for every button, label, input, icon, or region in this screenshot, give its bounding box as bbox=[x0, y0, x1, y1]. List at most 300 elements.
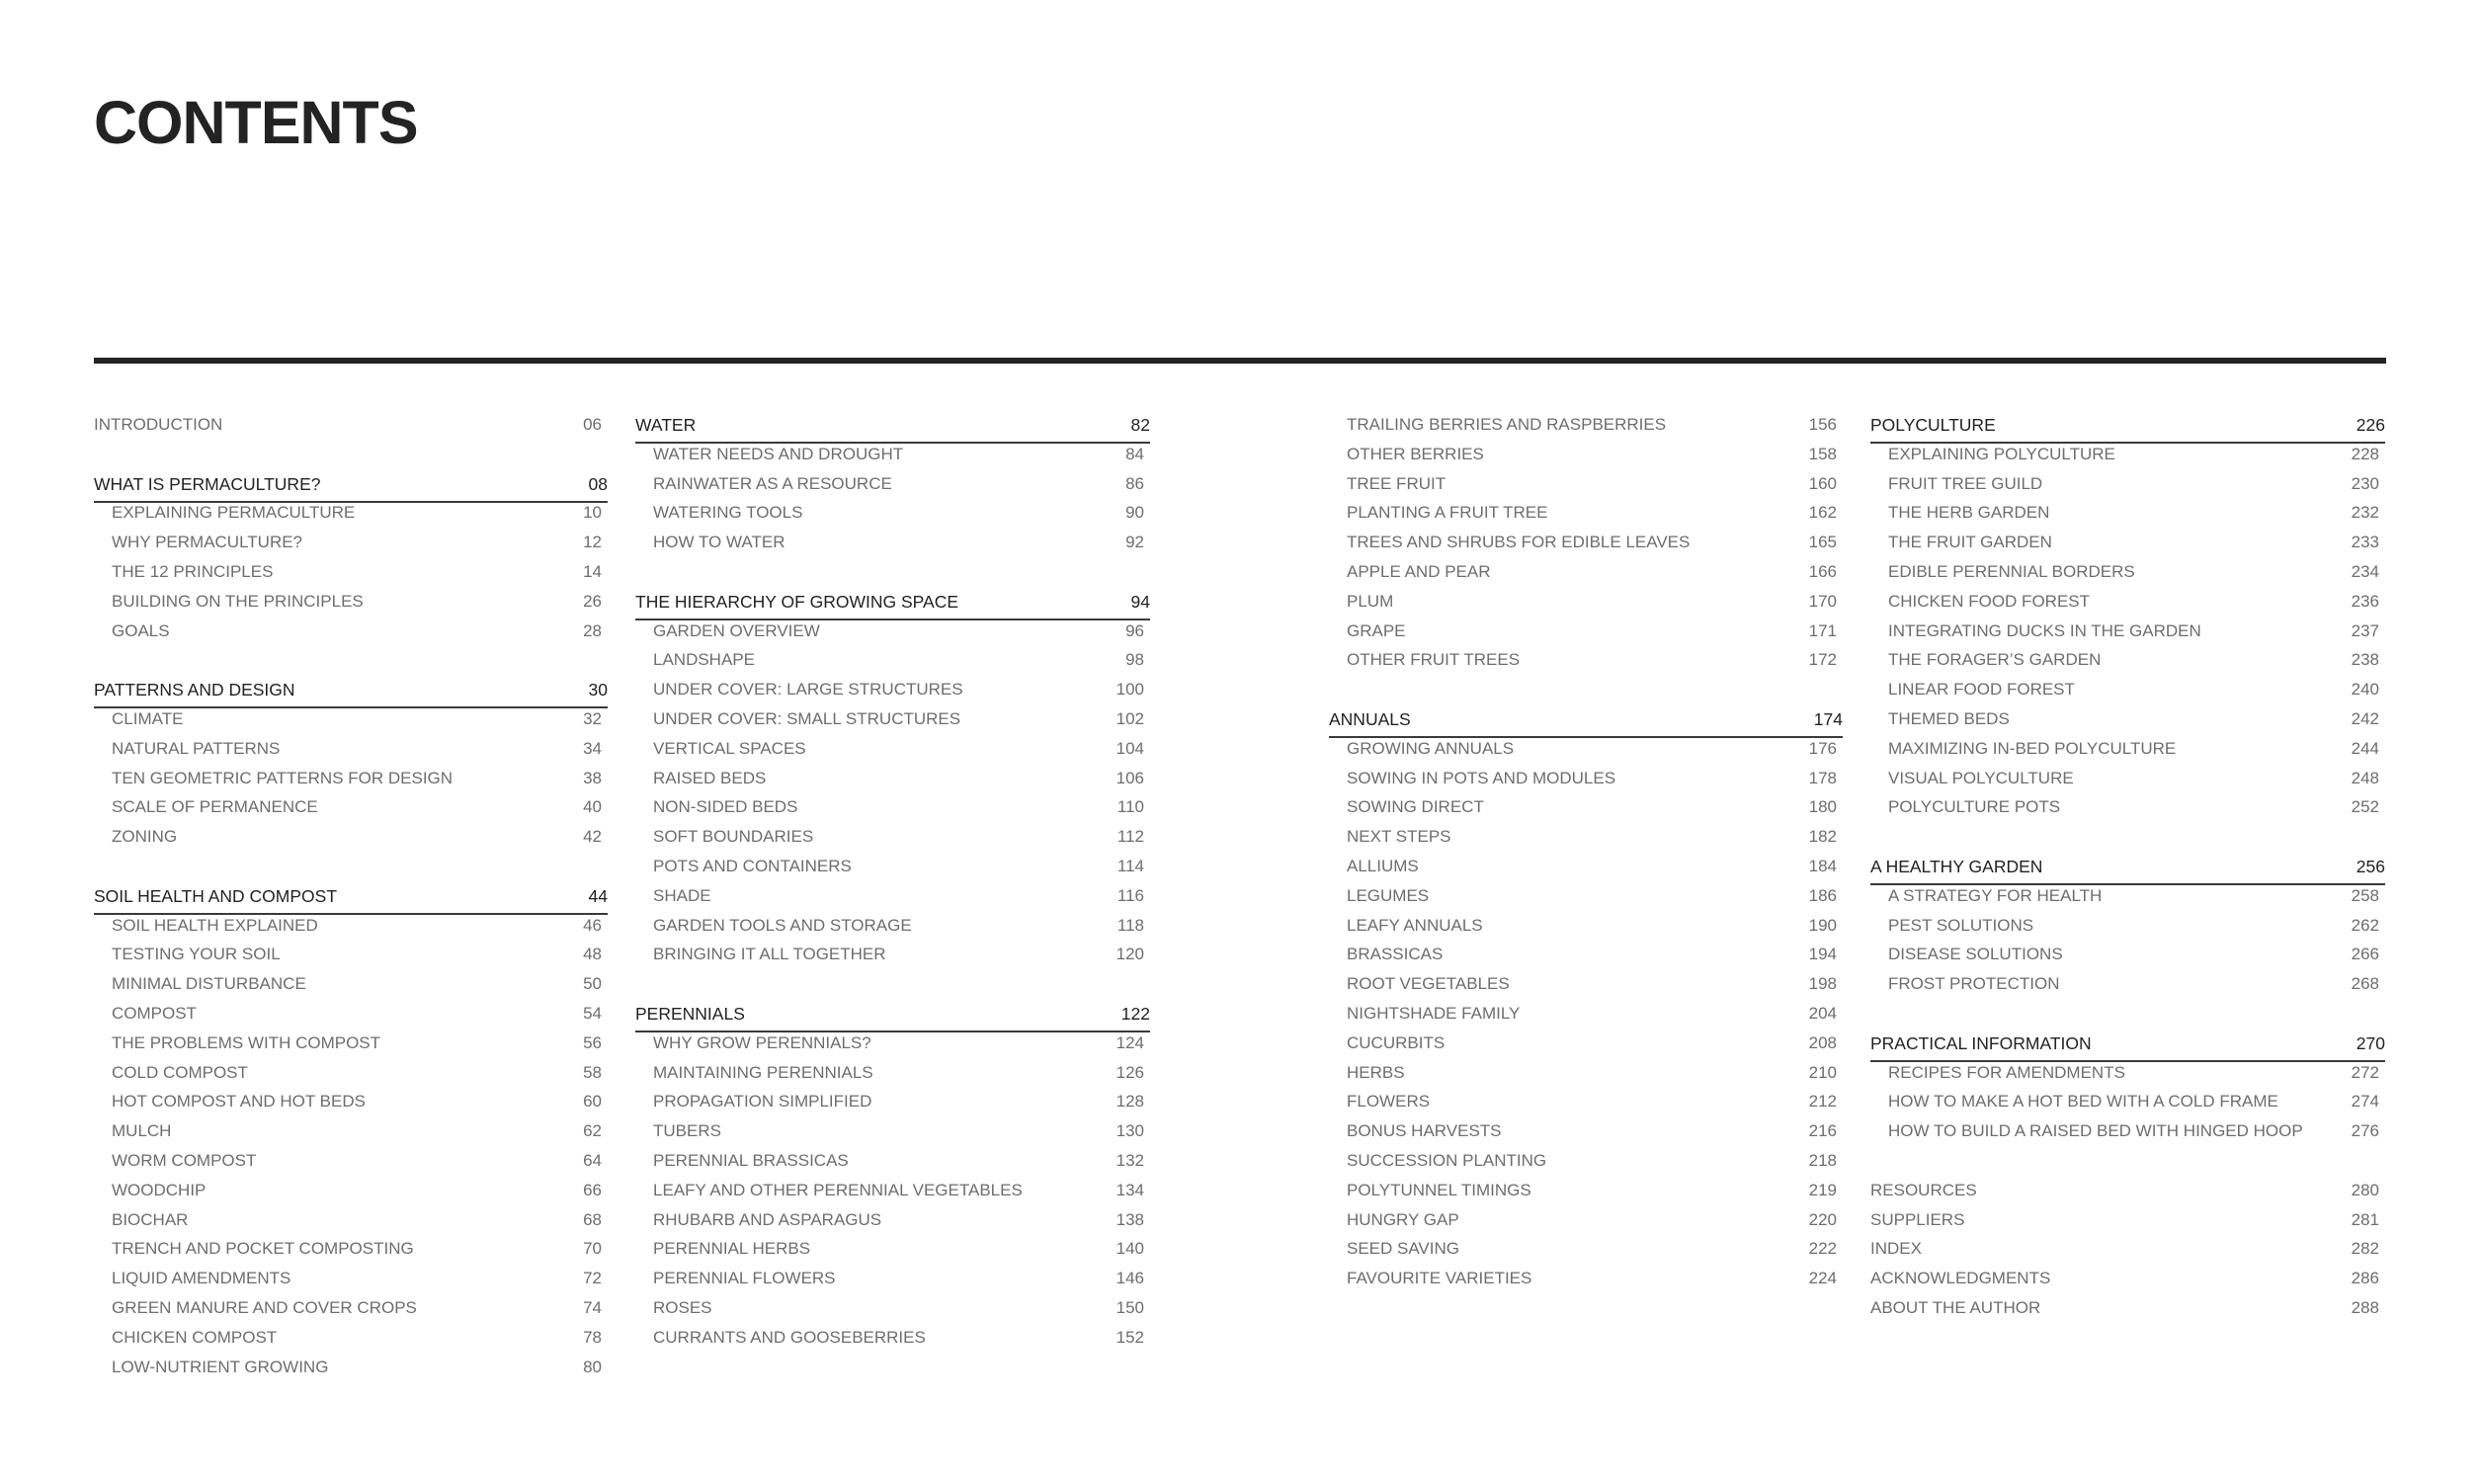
toc-entry bbox=[635, 1234, 1150, 1264]
page-number: 162 bbox=[1808, 503, 1837, 523]
entry-title: ACKNOWLEDGMENTS bbox=[1870, 1269, 2051, 1288]
toc-entry bbox=[1329, 999, 1843, 1029]
entry-title: DISEASE SOLUTIONS bbox=[1888, 945, 2063, 964]
entry-title: APPLE AND PEAR bbox=[1347, 562, 1491, 581]
entry-title: RECIPES FOR AMENDMENTS bbox=[1888, 1062, 2125, 1082]
entry-title: HERBS bbox=[1347, 1062, 1405, 1082]
entry-title: LIQUID AMENDMENTS bbox=[112, 1269, 291, 1288]
entry-title: ABOUT THE AUTHOR bbox=[1870, 1298, 2041, 1317]
page-number: 258 bbox=[2351, 885, 2379, 905]
entry-title: PERENNIAL BRASSICAS bbox=[653, 1151, 849, 1170]
page-number: 180 bbox=[1808, 797, 1837, 817]
toc-entry bbox=[1329, 792, 1843, 822]
page-number: 140 bbox=[1116, 1239, 1144, 1259]
page-number: 26 bbox=[583, 591, 602, 611]
entry-title: WOODCHIP bbox=[112, 1180, 207, 1199]
section-title: ANNUALS bbox=[1329, 709, 1411, 729]
entry-title: BONUS HARVESTS bbox=[1347, 1121, 1502, 1141]
entry-title: NON-SIDED BEDS bbox=[653, 797, 798, 817]
entry-title: POLYCULTURE POTS bbox=[1888, 797, 2061, 817]
page-number: 130 bbox=[1116, 1121, 1144, 1141]
page-number: 228 bbox=[2351, 444, 2379, 463]
toc-entry bbox=[1870, 734, 2385, 764]
page-number: 92 bbox=[1125, 533, 1144, 552]
page-number: 186 bbox=[1808, 885, 1837, 905]
entry-title: INDEX bbox=[1870, 1239, 1922, 1259]
page-number: 124 bbox=[1116, 1032, 1144, 1052]
page-number: 244 bbox=[2351, 738, 2379, 758]
entry-title: OTHER BERRIES bbox=[1347, 444, 1484, 463]
page-number: 90 bbox=[1125, 503, 1144, 523]
page-number: 30 bbox=[588, 680, 608, 701]
page-number: 106 bbox=[1116, 768, 1144, 787]
toc-entry bbox=[1870, 704, 2385, 734]
entry-title: WHY PERMACULTURE? bbox=[112, 533, 303, 552]
toc-entry bbox=[635, 1264, 1150, 1293]
entry-title: OTHER FRUIT TREES bbox=[1347, 650, 1521, 670]
toc-entry bbox=[635, 440, 1150, 469]
entry-title: SEED SAVING bbox=[1347, 1239, 1459, 1259]
page-number: 28 bbox=[583, 620, 602, 640]
page-number: 198 bbox=[1808, 974, 1837, 994]
page-number: 42 bbox=[583, 827, 602, 847]
page-number: 184 bbox=[1808, 857, 1837, 875]
entry-title: RHUBARB AND ASPARAGUS bbox=[653, 1209, 882, 1229]
toc-entry bbox=[1329, 469, 1843, 499]
entry-title: HUNGRY GAP bbox=[1347, 1209, 1459, 1229]
toc-entry bbox=[1870, 557, 2385, 587]
page-number: 80 bbox=[583, 1357, 602, 1376]
toc-entry bbox=[1870, 1264, 2385, 1293]
section-title: A HEALTHY GARDEN bbox=[1870, 857, 2043, 876]
toc-entry bbox=[1870, 911, 2385, 941]
entry-title: EXPLAINING POLYCULTURE bbox=[1888, 444, 2115, 463]
entry-title: GOALS bbox=[112, 620, 170, 640]
toc-entry bbox=[1329, 498, 1843, 528]
entry-title: SCALE OF PERMANENCE bbox=[112, 797, 318, 817]
entry-title: INTEGRATING DUCKS IN THE GARDEN bbox=[1888, 620, 2201, 640]
toc-entry bbox=[635, 1087, 1150, 1116]
toc-entry bbox=[94, 792, 608, 822]
entry-title: PROPAGATION SIMPLIFIED bbox=[653, 1092, 872, 1112]
entry-title: THE FORAGER’S GARDEN bbox=[1888, 650, 2102, 670]
page-number: 62 bbox=[583, 1121, 602, 1141]
toc-section-heading bbox=[1329, 704, 1843, 734]
entry-title: ROOT VEGETABLES bbox=[1347, 974, 1510, 994]
page-number: 220 bbox=[1808, 1209, 1837, 1229]
toc-entry bbox=[1329, 940, 1843, 969]
toc-entry bbox=[94, 1087, 608, 1116]
toc-section-heading bbox=[94, 675, 608, 704]
toc-entry bbox=[635, 1116, 1150, 1146]
entry-title: PLUM bbox=[1347, 591, 1394, 611]
page-number: 46 bbox=[583, 915, 602, 935]
page-number: 50 bbox=[583, 974, 602, 994]
toc-entry bbox=[1329, 587, 1843, 617]
page-number: 286 bbox=[2351, 1269, 2379, 1288]
toc-entry bbox=[1870, 764, 2385, 793]
page-number: 64 bbox=[583, 1151, 602, 1170]
toc-entry bbox=[94, 498, 608, 528]
page-number: 150 bbox=[1116, 1298, 1144, 1317]
entry-title: PLANTING A FRUIT TREE bbox=[1347, 503, 1548, 523]
toc-entry bbox=[1870, 969, 2385, 999]
toc-entry bbox=[1329, 911, 1843, 941]
page-number: 208 bbox=[1808, 1032, 1837, 1052]
page-number: 66 bbox=[583, 1180, 602, 1199]
entry-title: HOT COMPOST AND HOT BEDS bbox=[112, 1092, 366, 1112]
page-number: 171 bbox=[1808, 620, 1837, 640]
page-number: 266 bbox=[2351, 945, 2379, 964]
entry-title: WATER NEEDS AND DROUGHT bbox=[653, 444, 904, 463]
page-number: 100 bbox=[1116, 680, 1144, 700]
page-number: 116 bbox=[1116, 885, 1144, 905]
entry-title: GARDEN TOOLS AND STORAGE bbox=[653, 915, 912, 935]
entry-title: CURRANTS AND GOOSEBERRIES bbox=[653, 1327, 926, 1347]
toc-section-heading bbox=[94, 469, 608, 499]
toc-entry bbox=[1329, 1116, 1843, 1146]
entry-title: SOWING IN POTS AND MODULES bbox=[1347, 768, 1616, 787]
page-number: 280 bbox=[2351, 1180, 2379, 1199]
toc-entry bbox=[1870, 528, 2385, 557]
page-number: 10 bbox=[583, 503, 602, 523]
entry-title: LOW-NUTRIENT GROWING bbox=[112, 1357, 329, 1376]
entry-title: THE HERB GARDEN bbox=[1888, 503, 2050, 523]
toc-entry bbox=[1870, 1205, 2385, 1235]
toc-entry bbox=[94, 557, 608, 587]
entry-title: SOFT BOUNDARIES bbox=[653, 827, 814, 847]
entry-title: SOWING DIRECT bbox=[1347, 797, 1484, 817]
entry-title: SOIL HEALTH EXPLAINED bbox=[112, 915, 318, 935]
toc-entry bbox=[635, 1323, 1150, 1353]
entry-title: GRAPE bbox=[1347, 620, 1406, 640]
entry-title: ZONING bbox=[112, 827, 178, 847]
toc-entry bbox=[1329, 1058, 1843, 1088]
entry-title: LEAFY AND OTHER PERENNIAL VEGETABLES bbox=[653, 1180, 1023, 1199]
entry-title: THE PROBLEMS WITH COMPOST bbox=[112, 1032, 381, 1052]
toc-entry bbox=[1329, 764, 1843, 793]
entry-title: CLIMATE bbox=[112, 709, 184, 728]
entry-title: FLOWERS bbox=[1347, 1092, 1431, 1112]
page-number: 54 bbox=[583, 1004, 602, 1023]
toc-entry bbox=[1870, 792, 2385, 822]
entry-title: LINEAR FOOD FOREST bbox=[1888, 680, 2075, 700]
toc-entry bbox=[635, 940, 1150, 969]
page-number: 102 bbox=[1116, 709, 1144, 728]
toc-entry bbox=[1870, 1087, 2385, 1116]
page-number: 210 bbox=[1808, 1062, 1837, 1082]
section-title: WATER bbox=[635, 415, 697, 435]
toc-section-heading bbox=[1870, 410, 2385, 440]
page-number: 224 bbox=[1808, 1269, 1837, 1288]
toc-entry bbox=[1870, 1176, 2385, 1205]
entry-title: ROSES bbox=[653, 1298, 712, 1317]
toc-section-heading bbox=[1870, 1029, 2385, 1058]
toc-entry bbox=[635, 528, 1150, 557]
toc-entry bbox=[94, 617, 608, 646]
section-title: PERENNIALS bbox=[635, 1004, 745, 1024]
toc-entry bbox=[94, 1323, 608, 1353]
entry-title: TREE FRUIT bbox=[1347, 473, 1447, 493]
page-number: 34 bbox=[583, 738, 602, 758]
page-number: 156 bbox=[1808, 415, 1837, 434]
entry-title: TREES AND SHRUBS FOR EDIBLE LEAVES bbox=[1347, 533, 1691, 552]
toc-entry bbox=[635, 1029, 1150, 1058]
page-number: 194 bbox=[1808, 945, 1837, 964]
entry-title: POTS AND CONTAINERS bbox=[653, 857, 852, 875]
section-title: THE HIERARCHY OF GROWING SPACE bbox=[635, 591, 959, 612]
toc-entry bbox=[94, 1264, 608, 1293]
entry-title: THE 12 PRINCIPLES bbox=[112, 562, 274, 581]
page-number: 72 bbox=[583, 1269, 602, 1288]
toc-entry bbox=[1870, 645, 2385, 675]
toc-entry bbox=[635, 1293, 1150, 1323]
page-number: 32 bbox=[583, 709, 602, 728]
page-number: 110 bbox=[1116, 797, 1144, 817]
page-number: 238 bbox=[2351, 650, 2379, 670]
page-number: 218 bbox=[1808, 1151, 1837, 1170]
page-number: 165 bbox=[1808, 533, 1837, 552]
page-number: 240 bbox=[2351, 680, 2379, 700]
toc-entry bbox=[94, 911, 608, 941]
toc-entry bbox=[1329, 1205, 1843, 1235]
toc-entry bbox=[635, 852, 1150, 881]
entry-title: BRINGING IT ALL TOGETHER bbox=[653, 945, 886, 964]
toc-entry bbox=[635, 1146, 1150, 1176]
page-number: 190 bbox=[1808, 915, 1837, 935]
page-number: 237 bbox=[2351, 620, 2379, 640]
toc-entry bbox=[94, 1293, 608, 1323]
entry-title: WORM COMPOST bbox=[112, 1151, 257, 1170]
entry-title: BUILDING ON THE PRINCIPLES bbox=[112, 591, 364, 611]
entry-title: MAXIMIZING IN-BED POLYCULTURE bbox=[1888, 738, 2177, 758]
page-number: 38 bbox=[583, 768, 602, 787]
page-number: 242 bbox=[2351, 709, 2379, 728]
entry-title: A STRATEGY FOR HEALTH bbox=[1888, 885, 2103, 905]
entry-title: NIGHTSHADE FAMILY bbox=[1347, 1004, 1521, 1023]
entry-title: HOW TO BUILD A RAISED BED WITH HINGED HOOP bbox=[1888, 1121, 2303, 1141]
entry-title: TRENCH AND POCKET COMPOSTING bbox=[112, 1239, 414, 1259]
page-number: 268 bbox=[2351, 974, 2379, 994]
entry-title: NATURAL PATTERNS bbox=[112, 738, 281, 758]
page-number: 134 bbox=[1116, 1180, 1144, 1199]
page-number: 212 bbox=[1808, 1092, 1837, 1112]
toc-entry bbox=[1870, 498, 2385, 528]
toc-entry bbox=[1870, 1234, 2385, 1264]
entry-title: THE FRUIT GARDEN bbox=[1888, 533, 2052, 552]
toc-entry bbox=[1329, 410, 1843, 440]
toc-entry bbox=[635, 675, 1150, 704]
entry-title: BIOCHAR bbox=[112, 1209, 189, 1229]
toc-entry bbox=[1329, 822, 1843, 852]
toc-entry bbox=[1329, 1029, 1843, 1058]
toc-entry bbox=[1329, 969, 1843, 999]
entry-title: RESOURCES bbox=[1870, 1180, 1977, 1199]
entry-title: THEMED BEDS bbox=[1888, 709, 2010, 728]
toc-entry bbox=[94, 822, 608, 852]
entry-title: EDIBLE PERENNIAL BORDERS bbox=[1888, 562, 2135, 581]
page-number: 146 bbox=[1116, 1269, 1144, 1288]
page-number: 226 bbox=[2356, 415, 2385, 435]
page-number: 84 bbox=[1125, 444, 1144, 463]
toc-entry bbox=[1329, 881, 1843, 911]
page-number: 276 bbox=[2351, 1121, 2379, 1141]
page-number: 98 bbox=[1125, 650, 1144, 670]
page-number: 281 bbox=[2351, 1209, 2379, 1229]
page-number: 288 bbox=[2351, 1298, 2379, 1317]
toc-section-heading bbox=[635, 410, 1150, 440]
page-number: 252 bbox=[2351, 797, 2379, 817]
section-title: POLYCULTURE bbox=[1870, 415, 1996, 435]
toc-entry bbox=[635, 498, 1150, 528]
toc-entry bbox=[94, 528, 608, 557]
page-number: 120 bbox=[1116, 945, 1144, 964]
toc-entry bbox=[635, 617, 1150, 646]
page-number: 219 bbox=[1808, 1180, 1837, 1199]
page-number: 94 bbox=[1130, 591, 1150, 612]
toc-entry bbox=[1329, 528, 1843, 557]
page-number: 166 bbox=[1808, 562, 1837, 581]
entry-title: FROST PROTECTION bbox=[1888, 974, 2060, 994]
page-number: 08 bbox=[588, 473, 608, 494]
entry-title: VISUAL POLYCULTURE bbox=[1888, 768, 2074, 787]
toc-entry bbox=[94, 1205, 608, 1235]
entry-title: VERTICAL SPACES bbox=[653, 738, 806, 758]
section-title: PRACTICAL INFORMATION bbox=[1870, 1032, 2092, 1053]
entry-title: SUPPLIERS bbox=[1870, 1209, 1965, 1229]
entry-title: FRUIT TREE GUILD bbox=[1888, 473, 2043, 493]
entry-title: TESTING YOUR SOIL bbox=[112, 945, 281, 964]
toc-entry bbox=[635, 1205, 1150, 1235]
toc-section-heading bbox=[635, 999, 1150, 1029]
page-number: 230 bbox=[2351, 473, 2379, 493]
toc-entry bbox=[94, 704, 608, 734]
entry-title: PEST SOLUTIONS bbox=[1888, 915, 2034, 935]
toc-entry bbox=[94, 587, 608, 617]
page-number: 14 bbox=[583, 562, 602, 581]
toc-entry bbox=[635, 822, 1150, 852]
toc-entry bbox=[1870, 675, 2385, 704]
page-number: 232 bbox=[2351, 503, 2379, 523]
entry-title: RAISED BEDS bbox=[653, 768, 767, 787]
entry-title: FAVOURITE VARIETIES bbox=[1347, 1269, 1532, 1288]
toc-entry bbox=[94, 1029, 608, 1058]
toc-entry bbox=[94, 999, 608, 1029]
toc-section-heading bbox=[1870, 852, 2385, 881]
entry-title: NEXT STEPS bbox=[1347, 827, 1451, 847]
toc-entry bbox=[1870, 1058, 2385, 1088]
page-number: 272 bbox=[2351, 1062, 2379, 1082]
entry-title: COMPOST bbox=[112, 1004, 197, 1023]
entry-title: POLYTUNNEL TIMINGS bbox=[1347, 1180, 1531, 1199]
toc-entry bbox=[1329, 1176, 1843, 1205]
toc-entry bbox=[1870, 617, 2385, 646]
page-number: 118 bbox=[1116, 915, 1144, 935]
entry-title: RAINWATER AS A RESOURCE bbox=[653, 473, 892, 493]
page-number: 282 bbox=[2351, 1239, 2379, 1259]
toc-entry bbox=[94, 1116, 608, 1146]
page-number: 86 bbox=[1125, 473, 1144, 493]
toc-entry bbox=[1329, 1146, 1843, 1176]
entry-title: BRASSICAS bbox=[1347, 945, 1444, 964]
entry-title: PERENNIAL HERBS bbox=[653, 1239, 811, 1259]
toc-entry bbox=[1329, 557, 1843, 587]
page-number: 122 bbox=[1120, 1004, 1150, 1024]
page-number: 274 bbox=[2351, 1092, 2379, 1112]
toc-entry bbox=[94, 764, 608, 793]
toc-entry bbox=[94, 734, 608, 764]
page-number: 06 bbox=[583, 415, 602, 434]
page-number: 178 bbox=[1808, 768, 1837, 787]
entry-title: EXPLAINING PERMACULTURE bbox=[112, 503, 356, 523]
page-number: 82 bbox=[1130, 415, 1150, 435]
page-number: 138 bbox=[1116, 1209, 1144, 1229]
page-number: 270 bbox=[2356, 1032, 2385, 1053]
toc-entry bbox=[1329, 617, 1843, 646]
toc-entry bbox=[1870, 587, 2385, 617]
page-number: 96 bbox=[1125, 620, 1144, 640]
section-title: PATTERNS AND DESIGN bbox=[94, 680, 295, 701]
page-number: 126 bbox=[1116, 1062, 1144, 1082]
page-number: 70 bbox=[583, 1239, 602, 1259]
toc-entry bbox=[635, 469, 1150, 499]
entry-title: TEN GEOMETRIC PATTERNS FOR DESIGN bbox=[112, 768, 454, 787]
toc-entry bbox=[635, 645, 1150, 675]
page-number: 104 bbox=[1116, 738, 1144, 758]
entry-title: MULCH bbox=[112, 1121, 172, 1141]
toc-entry bbox=[1870, 1293, 2385, 1323]
entry-title: PERENNIAL FLOWERS bbox=[653, 1269, 836, 1288]
page-number: 58 bbox=[583, 1062, 602, 1082]
page-number: 74 bbox=[583, 1298, 602, 1317]
entry-title: SUCCESSION PLANTING bbox=[1347, 1151, 1547, 1170]
page-title: CONTENTS bbox=[94, 89, 418, 156]
page-number: 222 bbox=[1808, 1239, 1837, 1259]
entry-title: INTRODUCTION bbox=[94, 415, 223, 434]
toc-entry bbox=[94, 940, 608, 969]
entry-title: HOW TO WATER bbox=[653, 533, 785, 552]
page-number: 182 bbox=[1808, 827, 1837, 847]
page-number: 234 bbox=[2351, 562, 2379, 581]
entry-title: GROWING ANNUALS bbox=[1347, 738, 1515, 758]
entry-title: ALLIUMS bbox=[1347, 857, 1419, 875]
toc-entry bbox=[94, 1353, 608, 1382]
page-number: 248 bbox=[2351, 768, 2379, 787]
toc-entry bbox=[1870, 1116, 2385, 1146]
entry-title: MINIMAL DISTURBANCE bbox=[112, 974, 306, 994]
toc-entry bbox=[635, 764, 1150, 793]
entry-title: LANDSHAPE bbox=[653, 650, 755, 670]
page-number: 172 bbox=[1808, 650, 1837, 670]
page-number: 204 bbox=[1808, 1004, 1837, 1023]
entry-title: CUCURBITS bbox=[1347, 1032, 1446, 1052]
toc-entry bbox=[635, 1176, 1150, 1205]
toc-entry bbox=[1870, 940, 2385, 969]
toc-entry bbox=[1870, 469, 2385, 499]
page-number: 114 bbox=[1116, 857, 1144, 875]
toc-entry bbox=[94, 410, 608, 440]
page-number: 128 bbox=[1116, 1092, 1144, 1112]
entry-title: LEGUMES bbox=[1347, 885, 1430, 905]
title-divider bbox=[94, 358, 2386, 364]
entry-title: HOW TO MAKE A HOT BED WITH A COLD FRAME bbox=[1888, 1092, 2278, 1112]
toc-entry bbox=[1870, 440, 2385, 469]
toc-section-heading bbox=[94, 881, 608, 911]
toc-entry bbox=[94, 1176, 608, 1205]
page-number: 112 bbox=[1116, 827, 1144, 847]
toc-entry bbox=[1870, 881, 2385, 911]
entry-title: TUBERS bbox=[653, 1121, 721, 1141]
